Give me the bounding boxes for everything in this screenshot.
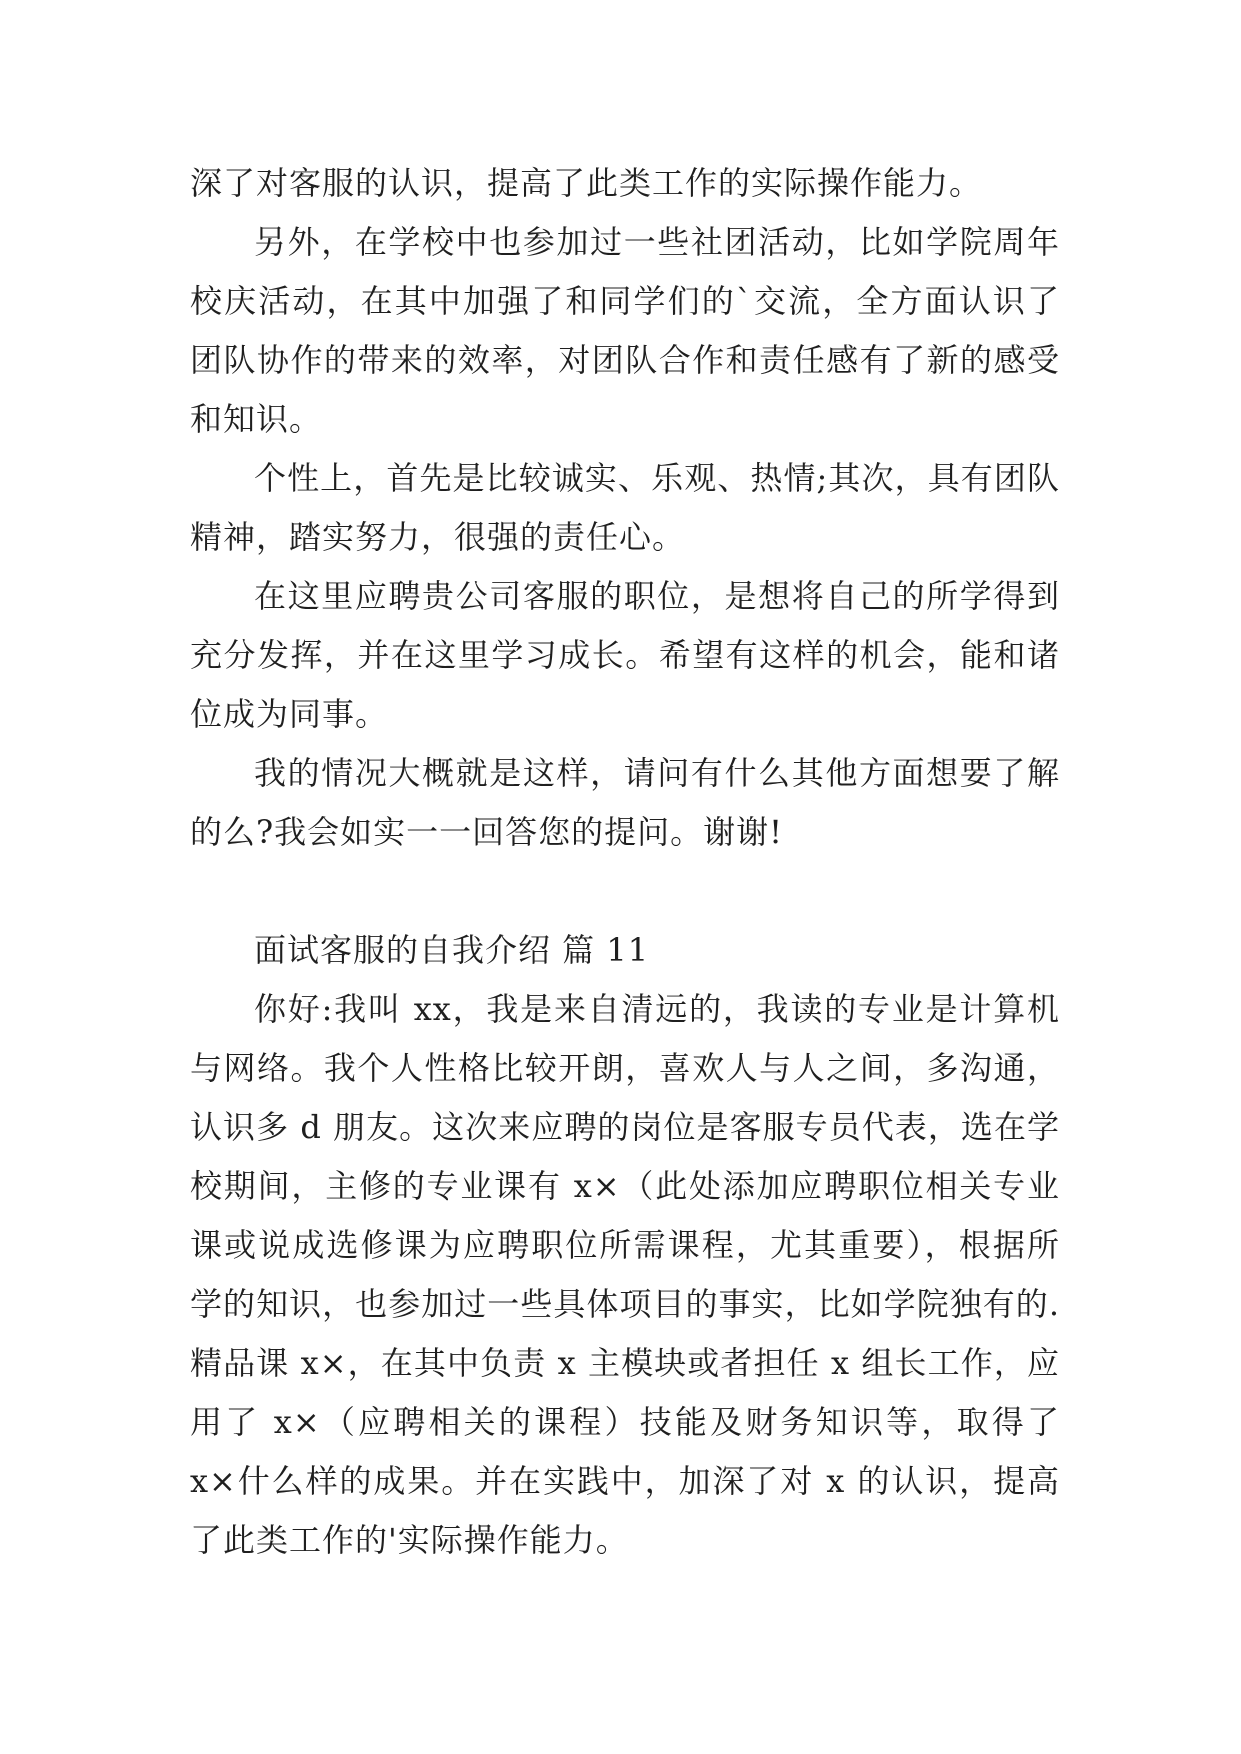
document-body <box>190 154 1060 1570</box>
section-heading: 面试客服的自我介绍 篇 11 <box>254 931 650 969</box>
paragraph-continuation: 深了对客服的认识，提高了此类工作的实际操作能力。 <box>190 164 983 202</box>
section-body-paragraph: 你好:我叫 xx，我是来自清远的，我读的专业是计算机与网络。我个人性格比较开朗，喜欢人与人之间，多沟通，认识多 d 朋友。这次来应聘的岗位是客服专员代表，选在学校期间，主修的专业课有 x×（此处添加应聘职位相关专业课或说成选修课为应聘职位所需课程，尤其重要），根据所学的知识，也参加过一些具体项目的事实，比如学院独有的.精品课 x×，在其中负责 x 主模块或者担任 x 组长工作，应用了 x×（应聘相关的课程）技能及财务知识等，取得了 x×什么样的成果。并在实践中，加深了对 x 的认识，提高了此类工作的'实际操作能力。 <box>190 990 1060 1559</box>
paragraph-club-activities: 另外，在学校中也参加过一些社团活动，比如学院周年校庆活动，在其中加强了和同学们的`交流，全方面认识了团队协作的带来的效率，对团队合作和责任感有了新的感受和知识。 <box>190 223 1060 438</box>
paragraph-personality: 个性上，首先是比较诚实、乐观、热情;其次，具有团队精神，踏实努力，很强的责任心。 <box>190 459 1060 556</box>
paragraph-closing: 我的情况大概就是这样，请问有什么其他方面想要了解的么?我会如实一一回答您的提问。谢谢! <box>190 754 1060 851</box>
paragraph-motivation: 在这里应聘贵公司客服的职位，是想将自己的所学得到充分发挥，并在这里学习成长。希望有这样的机会，能和诸位成为同事。 <box>190 577 1060 733</box>
section-gap <box>190 862 1060 921</box>
